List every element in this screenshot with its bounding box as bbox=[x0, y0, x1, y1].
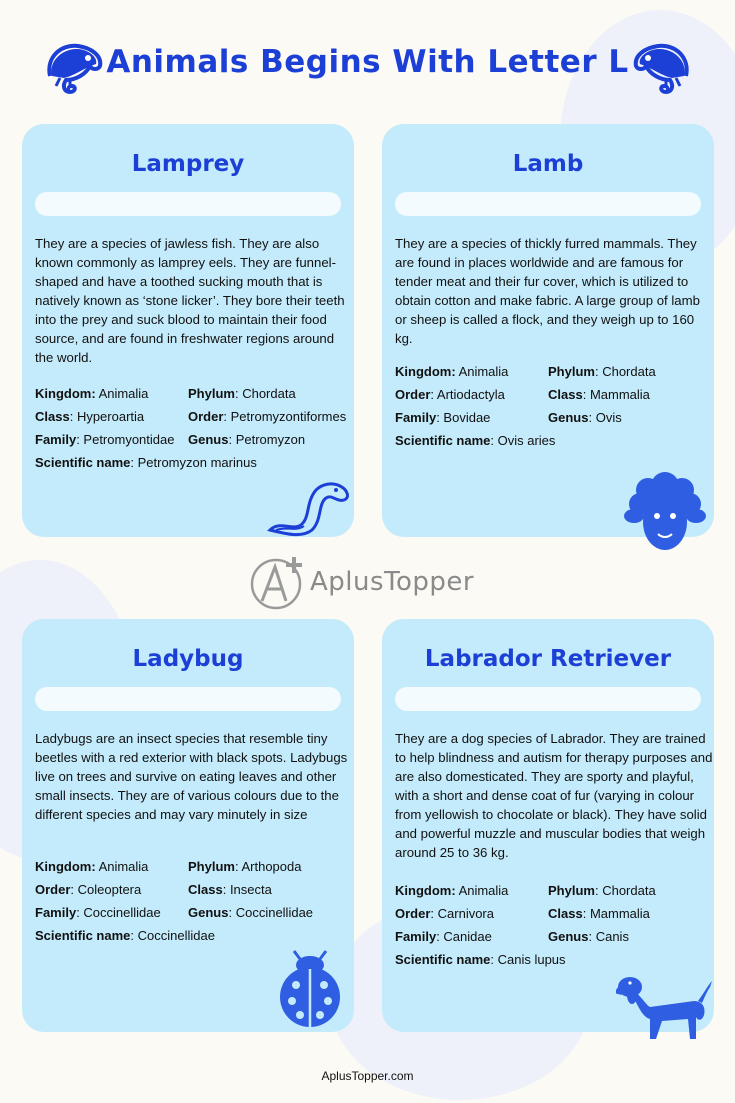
family-label: Family bbox=[35, 432, 77, 447]
order-label: Order bbox=[188, 409, 224, 424]
scientific-name-value: Petromyzon marinus bbox=[137, 455, 257, 470]
scientific-name-label: Scientific name bbox=[395, 433, 491, 448]
aplus-logo-icon bbox=[248, 553, 308, 611]
genus-label: Genus bbox=[188, 905, 229, 920]
scientific-name-value: Ovis aries bbox=[497, 433, 556, 448]
genus-label: Genus bbox=[548, 410, 589, 425]
order-value: Artiodactyla bbox=[436, 387, 505, 402]
kingdom-label: Kingdom: bbox=[35, 386, 96, 401]
order-label: Order bbox=[395, 906, 431, 921]
class-label: Class bbox=[35, 409, 70, 424]
card-description: They are a species of jawless fish. They are also known commonly as lamprey eels. They are funnel-shaped and have a toothed sucking mouth that is natively known as ‘stone licker’. They bore their teeth into the prey and suck blood to maintain their food source, and are found in freshwater regions around the world. bbox=[35, 236, 345, 365]
animal-card-lamprey: Lamprey They are a species of jawless fish. They are also known commonly as lamprey eels. They are funnel-shaped and have a toothed sucking mouth that is natively known as ‘stone licker’. They bore their teeth into the prey and suck blood to maintain their food source, and are found in freshwater regions around the world. Kingdom: Animalia Phylum: Chordata Class: Hyperoartia Order: Petromyzontiformes Family: Petromyontidae Genus: Petromyzon Scientific name: Petromyzon marinus bbox=[22, 124, 354, 537]
animal-card-ladybug: Ladybug Ladybugs are an insect species that resemble tiny beetles with a red exterior with black spots. Ladybugs live on trees and survive on eating leaves and other small insects. They are of various colours due to the different species and may vary minutely in size Kingdom: Animalia Phylum: Arthopoda Order: Coleoptera Class: Insecta Family: Coccinellidae Genus: Coccinellidae Scientific name: Coccinellidae bbox=[22, 619, 354, 1032]
phylum-value: Chordata bbox=[602, 883, 656, 898]
title-underline-pill bbox=[395, 192, 701, 216]
animal-card-labrador-retriever: Labrador Retriever They are a dog species of Labrador. They are trained to help blindness and autism for therapy purposes and are also domesticated. They are sporty and playful, with a short and dense coat of fur (varying in colour from yellowish to chocolate or black). They have solid and powerful muzzle and muscular bodies that weigh around 25 to 36 kg. Kingdom: Animalia Phylum: Chordata Order: Carnivora Class: Mammalia Family: Canidae Genus: Canis Scientific name: Canis lupus bbox=[382, 619, 714, 1032]
phylum-value: Chordata bbox=[602, 364, 656, 379]
order-value: Coleoptera bbox=[77, 882, 142, 897]
genus-value: Canis bbox=[595, 929, 629, 944]
title-underline-pill bbox=[35, 192, 341, 216]
scientific-name-value: Coccinellidae bbox=[137, 928, 215, 943]
card-description: Ladybugs are an insect species that resemble tiny beetles with a red exterior with black spots. Ladybugs live on trees and survive on eating leaves and other small insects. They are of various colours due to the different species and may vary minutely in size bbox=[35, 731, 348, 822]
class-value: Hyperoartia bbox=[76, 409, 145, 424]
class-value: Mammalia bbox=[589, 906, 650, 921]
footer-url: AplusTopper.com bbox=[321, 1069, 414, 1083]
card-description: They are a species of thickly furred mammals. They are found in places worldwide and are famous for tender meat and their fur cover, which is utilized to obtain cotton and make fabric. A large group of lamb or sheep is called a flock, and they weigh up to 160 kg. bbox=[395, 236, 700, 346]
class-label: Class bbox=[188, 882, 223, 897]
card-description: They are a dog species of Labrador. They are trained to help blindness and autism for therapy purposes and are also domesticated. They are sporty and playful, with a short and dense coat of fur (varying in colour from yellowish to chocolate or black). They have solid and powerful muzzle and muscular bodies that weigh around 25 to 36 kg. bbox=[395, 731, 713, 860]
scientific-name-label: Scientific name bbox=[35, 455, 131, 470]
kingdom-label: Kingdom: bbox=[395, 364, 456, 379]
card-title: Labrador Retriever bbox=[424, 646, 672, 672]
kingdom-value: Animalia bbox=[98, 859, 149, 874]
genus-value: Petromyzon bbox=[235, 432, 306, 447]
sheep-icon bbox=[620, 466, 710, 556]
title-underline-pill bbox=[35, 687, 341, 711]
dog-icon bbox=[616, 971, 712, 1043]
page-title: Animals Begins With Letter L bbox=[106, 44, 629, 80]
class-label: Class bbox=[548, 906, 583, 921]
animal-card-lamb: Lamb They are a species of thickly furred mammals. They are found in places worldwide and are famous for tender meat and their fur cover, which is utilized to obtain cotton and make fabric. A large group of lamb or sheep is called a flock, and they weigh up to 160 kg. Kingdom: Animalia Phylum: Chordata Order: Artiodactyla Class: Mammalia Family: Bovidae Genus: Ovis Scientific name: Ovis aries bbox=[382, 124, 714, 537]
phylum-value: Chordata bbox=[242, 386, 296, 401]
class-value: Mammalia bbox=[589, 387, 650, 402]
order-value: Carnivora bbox=[437, 906, 494, 921]
kingdom-label: Kingdom: bbox=[395, 883, 456, 898]
genus-value: Coccinellidae bbox=[235, 905, 314, 920]
phylum-label: Phylum bbox=[188, 859, 235, 874]
aplustopper-logo bbox=[248, 553, 488, 611]
genus-label: Genus bbox=[188, 432, 229, 447]
genus-value: Ovis bbox=[595, 410, 622, 425]
kingdom-value: Animalia bbox=[458, 883, 509, 898]
kingdom-value: Animalia bbox=[98, 386, 149, 401]
logo-text: AplusTopper bbox=[310, 567, 475, 597]
order-label: Order bbox=[35, 882, 71, 897]
order-value: Petromyzontiformes bbox=[230, 409, 347, 424]
family-label: Family bbox=[35, 905, 77, 920]
phylum-label: Phylum bbox=[548, 364, 595, 379]
card-title: Lamb bbox=[512, 151, 584, 177]
order-label: Order bbox=[395, 387, 431, 402]
phylum-label: Phylum bbox=[188, 386, 235, 401]
family-value: Canidae bbox=[443, 929, 492, 944]
genus-label: Genus bbox=[548, 929, 589, 944]
family-value: Coccinellidae bbox=[83, 905, 161, 920]
kingdom-label: Kingdom: bbox=[35, 859, 96, 874]
family-value: Bovidae bbox=[443, 410, 491, 425]
phylum-label: Phylum bbox=[548, 883, 595, 898]
scientific-name-label: Scientific name bbox=[395, 952, 491, 967]
card-title: Ladybug bbox=[132, 646, 244, 672]
family-label: Family bbox=[395, 410, 437, 425]
class-value: Insecta bbox=[229, 882, 272, 897]
scientific-name-value: Canis lupus bbox=[497, 952, 566, 967]
ladybug-icon bbox=[270, 949, 350, 1029]
title-underline-pill bbox=[395, 687, 701, 711]
card-title: Lamprey bbox=[131, 151, 245, 177]
scientific-name-label: Scientific name bbox=[35, 928, 131, 943]
class-label: Class bbox=[548, 387, 583, 402]
kingdom-value: Animalia bbox=[458, 364, 509, 379]
phylum-value: Arthopoda bbox=[241, 859, 302, 874]
family-value: Petromyontidae bbox=[83, 432, 175, 447]
family-label: Family bbox=[395, 929, 437, 944]
eel-icon bbox=[266, 476, 358, 538]
